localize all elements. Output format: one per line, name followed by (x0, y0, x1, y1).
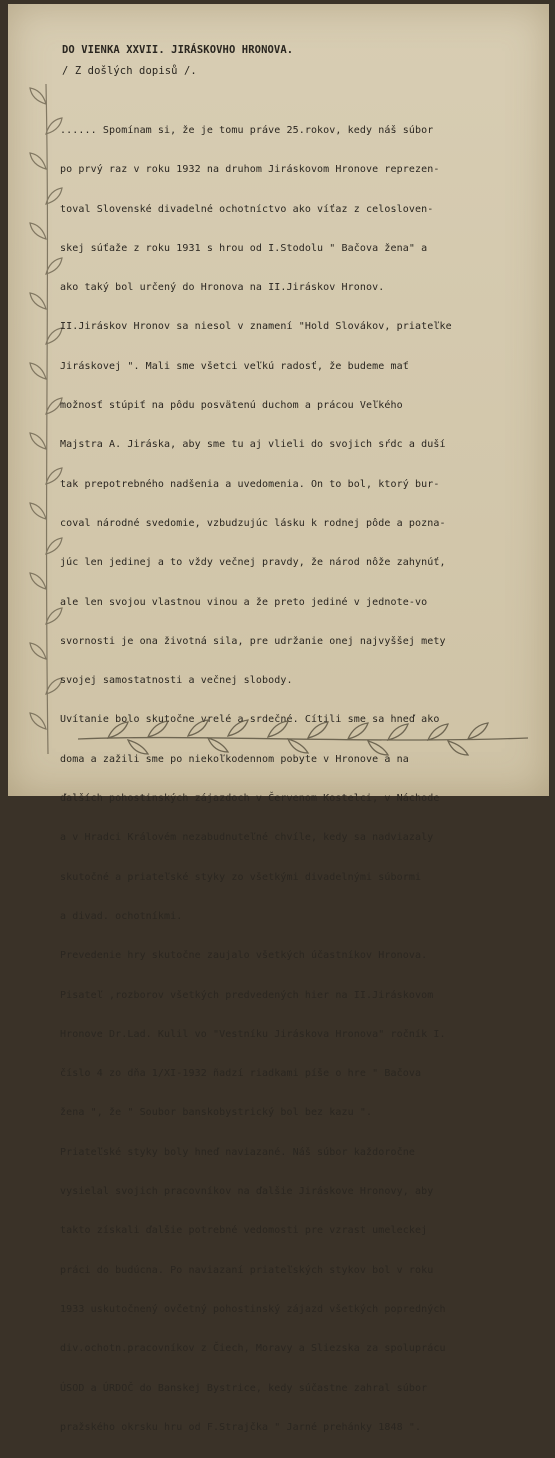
text-line: práci do budúcna. Po naviazaní priateľských stykov bol v roku (60, 1264, 434, 1276)
text-line: po prvý raz v roku 1932 na druhom Jiráskovom Hronove reprezen- (60, 164, 440, 176)
text-line: II.Jiráskov Hronov sa niesol v znamení "Hold Slovákov, priateľke (60, 321, 452, 333)
text-line: takto získali ďalšie potrebné vedomosti pre vzrast umeleckej (60, 1225, 428, 1237)
text-line: div.ochotn.pracovníkov z Čiech, Moravy a Sliezska za spoluprácu (60, 1343, 446, 1355)
text-line: ďalších pohostinských zájazdoch v Červenom Kostelci, v Náchode (60, 793, 440, 805)
text-line: skej súťaže z roku 1931 s hrou od I.Stodolu " Bačova žena" a (60, 242, 428, 254)
text-line: ÚSOD a ÚRDOČ do Banskej Bystrice, kedy súčastne zahral súbor (60, 1382, 428, 1394)
text-line: tak prepotrebného nadšenia a uvedomenia. On to bol, ktorý bur- (60, 478, 440, 490)
letter-body (60, 100, 530, 1458)
letter-subheading: / Z došlých dopisů /. (62, 65, 197, 77)
text-line: toval Slovenské divadelné ochotníctvo ako víťaz z celosloven- (60, 203, 434, 215)
text-line: ...... Spomínam si, že je tomu práve 25.rokov, kedy náš súbor (60, 125, 434, 136)
text-line: ale len svojou vlastnou vinou a že preto jediné v jednote-vo (60, 596, 428, 608)
text-line: svornosti je ona životná sila, pre udržanie onej najvyššej mety (60, 635, 446, 647)
text-line: Majstra A. Jiráska, aby sme tu aj vlieli do svojich sŕdc a duší (60, 439, 446, 451)
text-line: Pisateľ ,rozborov všetkých predvedených hier na II.Jiráskovom (60, 989, 434, 1001)
text-line: žena ", že " Soubor banskobystrický bol bez kazu ". (60, 1107, 373, 1119)
text-line: doma a zažili sme po niekoľkodennom pobyte v Hronove a na (60, 753, 409, 765)
text-line: svojej samostatnosti a večnej slobody. (60, 675, 293, 687)
text-line: a divad. ochotníkmi. (60, 910, 183, 922)
text-line: Hronove Dr.Lad. Kulil vo "Vestníku Jiráskova Hronova" ročník I. (60, 1028, 446, 1040)
text-line: Jiráskovej ". Mali sme všetci veľkú radosť, že budeme mať (60, 360, 409, 372)
text-line: júc len jedinej a to vždy večnej pravdy, že národ nôže zahynúť, (60, 557, 446, 569)
text-line: skutočné a priateľské styky zo všetkými divadelnými súbormi (60, 871, 422, 883)
text-line: Prevedenie hry skutočne zaujalo všetkých účastníkov Hronova. (60, 950, 428, 962)
text-line: Priateľské styky boly hneď naviazané. Náš súbor každoročne (60, 1146, 415, 1158)
bottom-laurel-ornament (68, 704, 538, 764)
text-line: vysielal svojich pracovníkov na ďalšie Jiráskove Hronovy, aby (60, 1186, 434, 1198)
text-line: možnosť stúpiť na pôdu posvätenú duchom a prácou Veľkého (60, 400, 403, 412)
text-line: 1933 uskutočnený ovčetný pohostinský zájazd všetkých popredných (60, 1303, 446, 1315)
text-line: coval národné svedomie, vzbudzujúc lásku k rodnej pôde a pozna- (60, 517, 446, 529)
text-line: a v Hradci Královém nezabudnuteľné chvíle, kedy sa nadviazaly (60, 832, 434, 844)
text-line: Uvítanie bolo skutočne vrelé a srdečné. Cítili sme sa hneď ako (60, 714, 440, 726)
text-line: pražského okrsku hru od F.Strajčka " Jarné prehánky 1848 ". (60, 1421, 422, 1433)
text-line: číslo 4 zo dňa 1/XI-1932 ñadzí riadkami píše o hre " Bačova (60, 1068, 422, 1080)
typed-letter-page (8, 4, 549, 1433)
text-line: ako taký bol určený do Hronova na II.Jiráskov Hronov. (60, 282, 385, 294)
letter-heading: DO VIENKA XXVII. JIRÁSKOVHO HRONOVA. (62, 44, 294, 56)
